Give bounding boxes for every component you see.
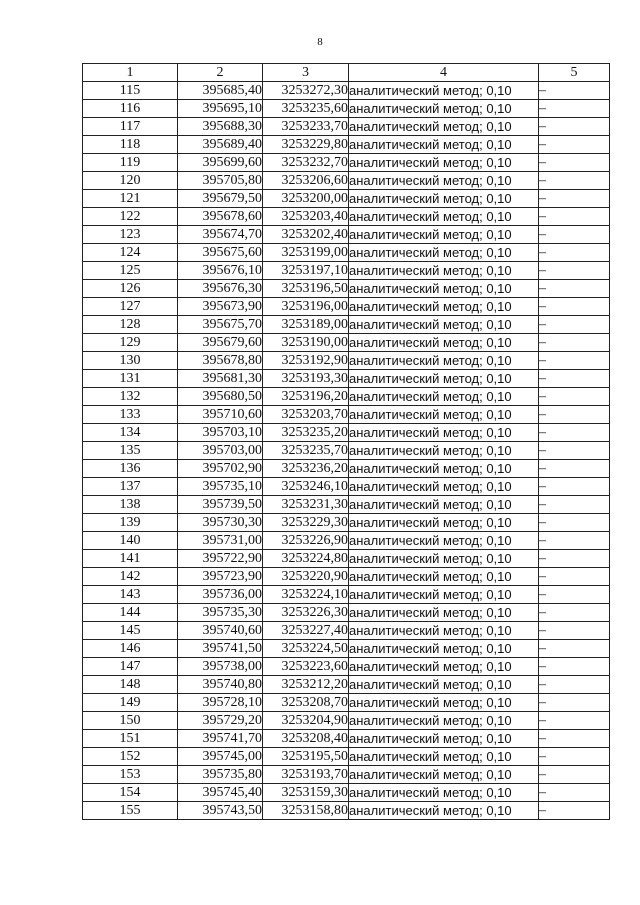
note-cell: – <box>539 352 610 370</box>
note-cell: – <box>539 190 610 208</box>
y-coordinate-cell: 3253224,50 <box>263 640 349 658</box>
point-number-cell: 119 <box>83 154 178 172</box>
table-row <box>83 100 610 118</box>
table-row <box>83 712 610 730</box>
column-header: 1 <box>83 64 178 82</box>
y-coordinate-cell: 3253158,80 <box>263 802 349 820</box>
note-cell: – <box>539 730 610 748</box>
x-coordinate-cell: 395679,50 <box>178 190 263 208</box>
point-number-cell: 147 <box>83 658 178 676</box>
point-number-cell: 129 <box>83 334 178 352</box>
method-accuracy-cell: аналитический метод; 0,10 <box>349 478 539 496</box>
point-number-cell: 149 <box>83 694 178 712</box>
table-row <box>83 298 610 316</box>
note-cell: – <box>539 226 610 244</box>
method-accuracy-cell: аналитический метод; 0,10 <box>349 676 539 694</box>
note-cell: – <box>539 622 610 640</box>
method-accuracy-cell: аналитический метод; 0,10 <box>349 190 539 208</box>
method-accuracy-cell: аналитический метод; 0,10 <box>349 712 539 730</box>
point-number-cell: 121 <box>83 190 178 208</box>
point-number-cell: 151 <box>83 730 178 748</box>
x-coordinate-cell: 395705,80 <box>178 172 263 190</box>
method-accuracy-cell: аналитический метод; 0,10 <box>349 766 539 784</box>
x-coordinate-cell: 395722,90 <box>178 550 263 568</box>
y-coordinate-cell: 3253199,00 <box>263 244 349 262</box>
y-coordinate-cell: 3253196,20 <box>263 388 349 406</box>
point-number-cell: 115 <box>83 82 178 100</box>
method-accuracy-cell: аналитический метод; 0,10 <box>349 136 539 154</box>
table-row <box>83 496 610 514</box>
note-cell: – <box>539 694 610 712</box>
point-number-cell: 137 <box>83 478 178 496</box>
column-header: 4 <box>349 64 539 82</box>
x-coordinate-cell: 395676,10 <box>178 262 263 280</box>
x-coordinate-cell: 395728,10 <box>178 694 263 712</box>
note-cell: – <box>539 532 610 550</box>
y-coordinate-cell: 3253206,60 <box>263 172 349 190</box>
y-coordinate-cell: 3253231,30 <box>263 496 349 514</box>
note-cell: – <box>539 100 610 118</box>
x-coordinate-cell: 395676,30 <box>178 280 263 298</box>
x-coordinate-cell: 395675,60 <box>178 244 263 262</box>
page-number: 8 <box>317 36 323 48</box>
y-coordinate-cell: 3253200,00 <box>263 190 349 208</box>
table-row <box>83 640 610 658</box>
point-number-cell: 153 <box>83 766 178 784</box>
x-coordinate-cell: 395673,90 <box>178 298 263 316</box>
table-row <box>83 442 610 460</box>
x-coordinate-cell: 395702,90 <box>178 460 263 478</box>
y-coordinate-cell: 3253193,70 <box>263 766 349 784</box>
method-accuracy-cell: аналитический метод; 0,10 <box>349 316 539 334</box>
method-accuracy-cell: аналитический метод; 0,10 <box>349 298 539 316</box>
x-coordinate-cell: 395723,90 <box>178 568 263 586</box>
y-coordinate-cell: 3253204,90 <box>263 712 349 730</box>
point-number-cell: 155 <box>83 802 178 820</box>
method-accuracy-cell: аналитический метод; 0,10 <box>349 118 539 136</box>
y-coordinate-cell: 3253208,40 <box>263 730 349 748</box>
note-cell: – <box>539 604 610 622</box>
x-coordinate-cell: 395741,70 <box>178 730 263 748</box>
x-coordinate-cell: 395736,00 <box>178 586 263 604</box>
point-number-cell: 122 <box>83 208 178 226</box>
table-row <box>83 532 610 550</box>
point-number-cell: 152 <box>83 748 178 766</box>
method-accuracy-cell: аналитический метод; 0,10 <box>349 226 539 244</box>
y-coordinate-cell: 3253195,50 <box>263 748 349 766</box>
x-coordinate-cell: 395740,60 <box>178 622 263 640</box>
y-coordinate-cell: 3253227,40 <box>263 622 349 640</box>
point-number-cell: 123 <box>83 226 178 244</box>
table-row <box>83 514 610 532</box>
note-cell: – <box>539 208 610 226</box>
y-coordinate-cell: 3253226,30 <box>263 604 349 622</box>
x-coordinate-cell: 395741,50 <box>178 640 263 658</box>
method-accuracy-cell: аналитический метод; 0,10 <box>349 208 539 226</box>
table-row <box>83 118 610 136</box>
y-coordinate-cell: 3253246,10 <box>263 478 349 496</box>
x-coordinate-cell: 395729,20 <box>178 712 263 730</box>
point-number-cell: 126 <box>83 280 178 298</box>
table-row <box>83 658 610 676</box>
note-cell: – <box>539 370 610 388</box>
method-accuracy-cell: аналитический метод; 0,10 <box>349 550 539 568</box>
point-number-cell: 134 <box>83 424 178 442</box>
y-coordinate-cell: 3253197,10 <box>263 262 349 280</box>
method-accuracy-cell: аналитический метод; 0,10 <box>349 388 539 406</box>
note-cell: – <box>539 316 610 334</box>
table-row <box>83 280 610 298</box>
table-row <box>83 190 610 208</box>
x-coordinate-cell: 395710,60 <box>178 406 263 424</box>
y-coordinate-cell: 3253159,30 <box>263 784 349 802</box>
x-coordinate-cell: 395675,70 <box>178 316 263 334</box>
y-coordinate-cell: 3253224,80 <box>263 550 349 568</box>
y-coordinate-cell: 3253189,00 <box>263 316 349 334</box>
y-coordinate-cell: 3253202,40 <box>263 226 349 244</box>
method-accuracy-cell: аналитический метод; 0,10 <box>349 622 539 640</box>
point-number-cell: 120 <box>83 172 178 190</box>
point-number-cell: 136 <box>83 460 178 478</box>
column-header: 5 <box>539 64 610 82</box>
point-number-cell: 124 <box>83 244 178 262</box>
note-cell: – <box>539 172 610 190</box>
table-row <box>83 568 610 586</box>
table-row <box>83 604 610 622</box>
table-header-row <box>83 64 610 82</box>
method-accuracy-cell: аналитический метод; 0,10 <box>349 568 539 586</box>
y-coordinate-cell: 3253223,60 <box>263 658 349 676</box>
table-row <box>83 694 610 712</box>
x-coordinate-cell: 395735,30 <box>178 604 263 622</box>
x-coordinate-cell: 395678,60 <box>178 208 263 226</box>
point-number-cell: 142 <box>83 568 178 586</box>
method-accuracy-cell: аналитический метод; 0,10 <box>349 802 539 820</box>
y-coordinate-cell: 3253192,90 <box>263 352 349 370</box>
method-accuracy-cell: аналитический метод; 0,10 <box>349 532 539 550</box>
note-cell: – <box>539 406 610 424</box>
y-coordinate-cell: 3253224,10 <box>263 586 349 604</box>
y-coordinate-cell: 3253220,90 <box>263 568 349 586</box>
table-row <box>83 622 610 640</box>
table-row <box>83 352 610 370</box>
point-number-cell: 131 <box>83 370 178 388</box>
note-cell: – <box>539 460 610 478</box>
note-cell: – <box>539 82 610 100</box>
point-number-cell: 138 <box>83 496 178 514</box>
method-accuracy-cell: аналитический метод; 0,10 <box>349 694 539 712</box>
point-number-cell: 132 <box>83 388 178 406</box>
point-number-cell: 135 <box>83 442 178 460</box>
table-row <box>83 784 610 802</box>
table-row <box>83 136 610 154</box>
table-body <box>83 82 610 820</box>
table-row <box>83 154 610 172</box>
table-row <box>83 676 610 694</box>
table-row <box>83 82 610 100</box>
point-number-cell: 125 <box>83 262 178 280</box>
point-number-cell: 150 <box>83 712 178 730</box>
x-coordinate-cell: 395730,30 <box>178 514 263 532</box>
y-coordinate-cell: 3253272,30 <box>263 82 349 100</box>
method-accuracy-cell: аналитический метод; 0,10 <box>349 442 539 460</box>
point-number-cell: 141 <box>83 550 178 568</box>
note-cell: – <box>539 244 610 262</box>
table-row <box>83 478 610 496</box>
table-row <box>83 460 610 478</box>
note-cell: – <box>539 658 610 676</box>
note-cell: – <box>539 802 610 820</box>
method-accuracy-cell: аналитический метод; 0,10 <box>349 154 539 172</box>
method-accuracy-cell: аналитический метод; 0,10 <box>349 460 539 478</box>
note-cell: – <box>539 262 610 280</box>
point-number-cell: 118 <box>83 136 178 154</box>
column-header: 3 <box>263 64 349 82</box>
x-coordinate-cell: 395685,40 <box>178 82 263 100</box>
note-cell: – <box>539 334 610 352</box>
x-coordinate-cell: 395745,00 <box>178 748 263 766</box>
note-cell: – <box>539 388 610 406</box>
table-row <box>83 586 610 604</box>
method-accuracy-cell: аналитический метод; 0,10 <box>349 244 539 262</box>
note-cell: – <box>539 442 610 460</box>
note-cell: – <box>539 496 610 514</box>
y-coordinate-cell: 3253235,70 <box>263 442 349 460</box>
method-accuracy-cell: аналитический метод; 0,10 <box>349 658 539 676</box>
x-coordinate-cell: 395680,50 <box>178 388 263 406</box>
table-row <box>83 226 610 244</box>
x-coordinate-cell: 395740,80 <box>178 676 263 694</box>
y-coordinate-cell: 3253203,40 <box>263 208 349 226</box>
point-number-cell: 144 <box>83 604 178 622</box>
x-coordinate-cell: 395678,80 <box>178 352 263 370</box>
note-cell: – <box>539 550 610 568</box>
y-coordinate-cell: 3253212,20 <box>263 676 349 694</box>
column-header: 2 <box>178 64 263 82</box>
point-number-cell: 143 <box>83 586 178 604</box>
y-coordinate-cell: 3253193,30 <box>263 370 349 388</box>
x-coordinate-cell: 395689,40 <box>178 136 263 154</box>
method-accuracy-cell: аналитический метод; 0,10 <box>349 748 539 766</box>
note-cell: – <box>539 298 610 316</box>
method-accuracy-cell: аналитический метод; 0,10 <box>349 82 539 100</box>
note-cell: – <box>539 568 610 586</box>
method-accuracy-cell: аналитический метод; 0,10 <box>349 370 539 388</box>
note-cell: – <box>539 514 610 532</box>
note-cell: – <box>539 586 610 604</box>
x-coordinate-cell: 395735,10 <box>178 478 263 496</box>
x-coordinate-cell: 395688,30 <box>178 118 263 136</box>
y-coordinate-cell: 3253196,50 <box>263 280 349 298</box>
point-number-cell: 146 <box>83 640 178 658</box>
table-row <box>83 316 610 334</box>
table-row <box>83 424 610 442</box>
table-row <box>83 406 610 424</box>
method-accuracy-cell: аналитический метод; 0,10 <box>349 514 539 532</box>
table-row <box>83 802 610 820</box>
table-row <box>83 262 610 280</box>
table-row <box>83 208 610 226</box>
x-coordinate-cell: 395738,00 <box>178 658 263 676</box>
point-number-cell: 117 <box>83 118 178 136</box>
x-coordinate-cell: 395703,00 <box>178 442 263 460</box>
table-row <box>83 730 610 748</box>
x-coordinate-cell: 395745,40 <box>178 784 263 802</box>
y-coordinate-cell: 3253235,20 <box>263 424 349 442</box>
table-row <box>83 550 610 568</box>
y-coordinate-cell: 3253236,20 <box>263 460 349 478</box>
point-number-cell: 127 <box>83 298 178 316</box>
note-cell: – <box>539 784 610 802</box>
note-cell: – <box>539 712 610 730</box>
x-coordinate-cell: 395731,00 <box>178 532 263 550</box>
point-number-cell: 130 <box>83 352 178 370</box>
note-cell: – <box>539 154 610 172</box>
method-accuracy-cell: аналитический метод; 0,10 <box>349 262 539 280</box>
method-accuracy-cell: аналитический метод; 0,10 <box>349 604 539 622</box>
point-number-cell: 148 <box>83 676 178 694</box>
note-cell: – <box>539 136 610 154</box>
point-number-cell: 139 <box>83 514 178 532</box>
y-coordinate-cell: 3253229,30 <box>263 514 349 532</box>
note-cell: – <box>539 118 610 136</box>
method-accuracy-cell: аналитический метод; 0,10 <box>349 424 539 442</box>
y-coordinate-cell: 3253226,90 <box>263 532 349 550</box>
table-row <box>83 334 610 352</box>
point-number-cell: 133 <box>83 406 178 424</box>
point-number-cell: 154 <box>83 784 178 802</box>
method-accuracy-cell: аналитический метод; 0,10 <box>349 352 539 370</box>
note-cell: – <box>539 748 610 766</box>
y-coordinate-cell: 3253196,00 <box>263 298 349 316</box>
y-coordinate-cell: 3253235,60 <box>263 100 349 118</box>
x-coordinate-cell: 395674,70 <box>178 226 263 244</box>
table-row <box>83 388 610 406</box>
y-coordinate-cell: 3253232,70 <box>263 154 349 172</box>
table-row <box>83 766 610 784</box>
note-cell: – <box>539 280 610 298</box>
x-coordinate-cell: 395679,60 <box>178 334 263 352</box>
method-accuracy-cell: аналитический метод; 0,10 <box>349 586 539 604</box>
coordinates-table <box>82 63 610 820</box>
x-coordinate-cell: 395703,10 <box>178 424 263 442</box>
table-row <box>83 244 610 262</box>
note-cell: – <box>539 766 610 784</box>
method-accuracy-cell: аналитический метод; 0,10 <box>349 496 539 514</box>
table-row <box>83 748 610 766</box>
y-coordinate-cell: 3253208,70 <box>263 694 349 712</box>
method-accuracy-cell: аналитический метод; 0,10 <box>349 406 539 424</box>
table-row <box>83 172 610 190</box>
point-number-cell: 128 <box>83 316 178 334</box>
method-accuracy-cell: аналитический метод; 0,10 <box>349 640 539 658</box>
note-cell: – <box>539 478 610 496</box>
method-accuracy-cell: аналитический метод; 0,10 <box>349 100 539 118</box>
y-coordinate-cell: 3253190,00 <box>263 334 349 352</box>
method-accuracy-cell: аналитический метод; 0,10 <box>349 280 539 298</box>
x-coordinate-cell: 395735,80 <box>178 766 263 784</box>
method-accuracy-cell: аналитический метод; 0,10 <box>349 730 539 748</box>
x-coordinate-cell: 395739,50 <box>178 496 263 514</box>
note-cell: – <box>539 676 610 694</box>
x-coordinate-cell: 395681,30 <box>178 370 263 388</box>
table-row <box>83 370 610 388</box>
method-accuracy-cell: аналитический метод; 0,10 <box>349 784 539 802</box>
y-coordinate-cell: 3253203,70 <box>263 406 349 424</box>
note-cell: – <box>539 424 610 442</box>
note-cell: – <box>539 640 610 658</box>
x-coordinate-cell: 395743,50 <box>178 802 263 820</box>
method-accuracy-cell: аналитический метод; 0,10 <box>349 172 539 190</box>
point-number-cell: 116 <box>83 100 178 118</box>
point-number-cell: 140 <box>83 532 178 550</box>
method-accuracy-cell: аналитический метод; 0,10 <box>349 334 539 352</box>
x-coordinate-cell: 395695,10 <box>178 100 263 118</box>
y-coordinate-cell: 3253233,70 <box>263 118 349 136</box>
x-coordinate-cell: 395699,60 <box>178 154 263 172</box>
point-number-cell: 145 <box>83 622 178 640</box>
y-coordinate-cell: 3253229,80 <box>263 136 349 154</box>
